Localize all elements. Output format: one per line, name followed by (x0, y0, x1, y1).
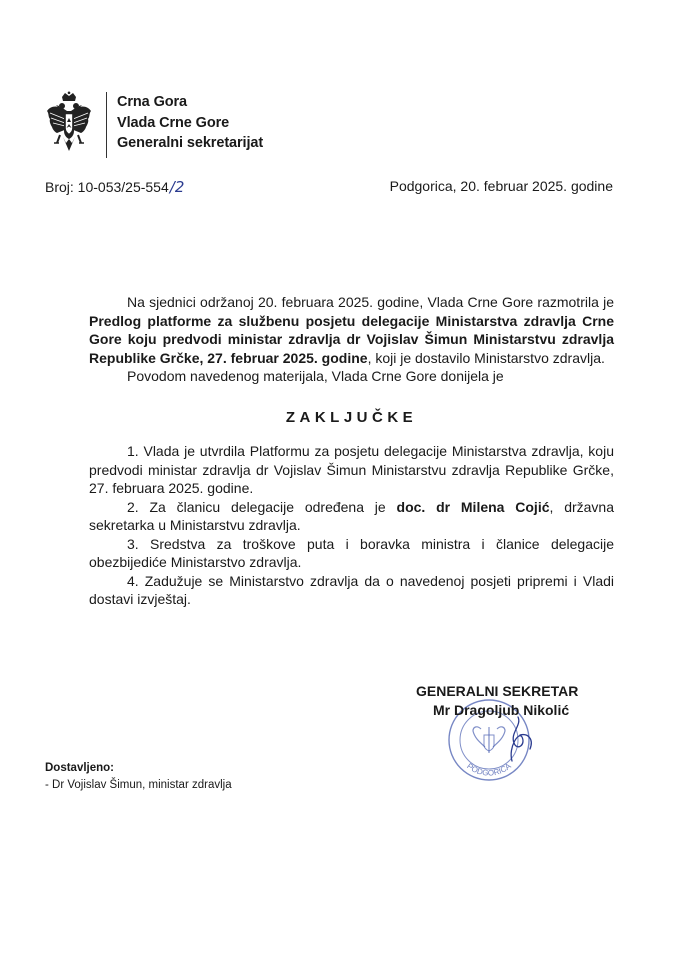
intro-text-after: , koji je dostavilo Ministarstvo zdravlja. (367, 349, 605, 366)
handwritten-reference-suffix: /2 (169, 178, 185, 196)
institution-block (117, 92, 263, 154)
montenegro-coat-of-arms-icon (45, 91, 93, 157)
distribution-item: - Dr Vojislav Šimun, ministar zdravlja (45, 779, 232, 791)
handwritten-signature (500, 715, 540, 765)
institution-line-government: Vlada Crne Gore (117, 114, 230, 131)
conclusion-2-before: 2. Za članicu delegacije određena je (127, 498, 397, 515)
intro-bold-title: Predlog platforme za službenu posjetu delegacije Ministarstva zdravlja Crne Gore koju predvodi ministar zdravlja dr Vojislav Šimun Ministarstvu zdravlja Republike Grčke, 27. februar 2025. godine (89, 312, 614, 366)
conclusion-2-bold-name: doc. dr Milena Cojić (396, 498, 550, 515)
document-body (89, 293, 614, 609)
intro-text-before: Na sjednici održanoj 20. februara 2025. godine, Vlada Crne Gore razmotrila je (127, 294, 614, 310)
conclusions-heading: ZAKLJUČKE (285, 408, 418, 426)
place-and-date: Podgorica, 20. februar 2025. godine (389, 178, 613, 194)
signatory-name: Mr Dragoljub Nikolić (433, 702, 570, 718)
distribution-label: Dostavljeno: (45, 762, 115, 774)
institution-line-secretariat: Generalni sekretarijat (117, 135, 264, 151)
stamp-city-text: PODGORICA (465, 761, 513, 778)
intro-paragraph (89, 293, 614, 367)
conclusion-item: 1. Vlada je utvrdila Platformu za posjetu delegacije Ministarstva zdravlja, koju predvodi ministar zdravlja dr Vojislav Šimun Ministarstvu zdravlja Republike Grčke, 27. februara 2025. godine. (89, 443, 614, 496)
conclusion-item: 4. Zadužuje se Ministarstvo zdravlja da o navedenoj posjeti pripremi i Vladi dostavi izvještaj. (89, 572, 614, 607)
signatory-title: GENERALNI SEKRETAR (416, 683, 579, 699)
reference-number-text: Broj: 10-053/25-554 (45, 179, 169, 195)
institution-line-country: Crna Gora (117, 94, 188, 110)
header-divider (106, 92, 107, 158)
conclusion-item (89, 498, 614, 535)
conclusion-2-after: , državna sekretarka u Ministarstvu zdravlja. (89, 498, 614, 533)
reference-number (45, 178, 184, 196)
conclusion-item: 3. Sredstva za troškove puta i boravka ministra i članice delegacije obezbijediće Ministarstvo zdravlja. (89, 535, 614, 570)
intro-second-sentence: Povodom navedenog materijala, Vlada Crne Gore donijela je (127, 368, 504, 384)
